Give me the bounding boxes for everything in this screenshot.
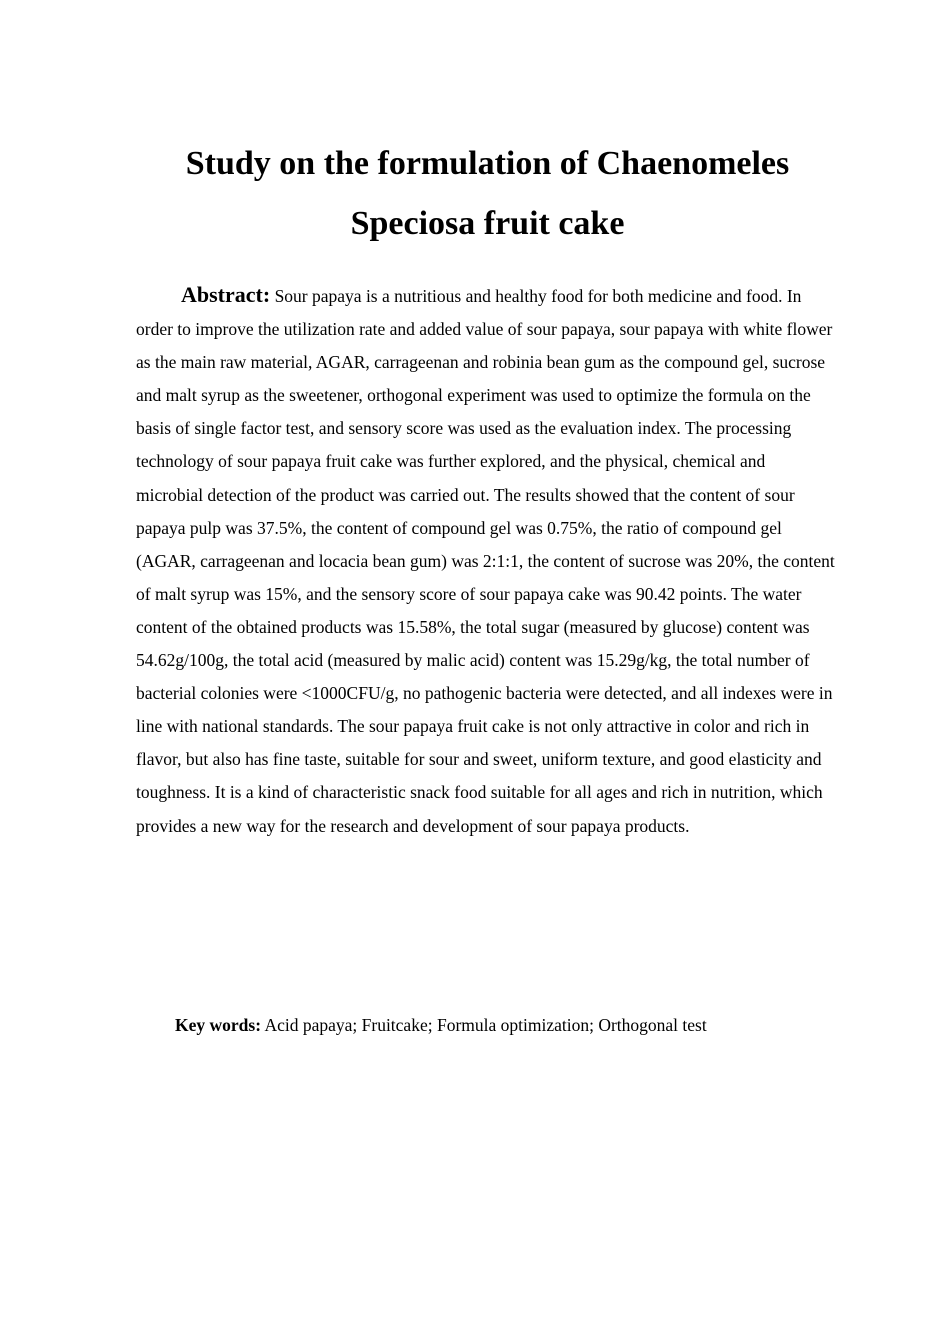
abstract-paragraph	[136, 278, 836, 843]
abstract-text: Sour papaya is a nutritious and healthy food for both medicine and food. In order to improve the utilization rate and added value of sour papaya, sour papaya with white flower as the main raw material, AGAR, carrageenan and robinia bean gum as the compound gel, sucrose and malt syrup as the sweetener, orthogonal experiment was used to optimize the formula on the basis of single factor test, and sensory score was used as the evaluation index. The processing technology of sour papaya fruit cake was further explored, and the physical, chemical and microbial detection of the product was carried out. The results showed that the content of sour papaya pulp was 37.5%, the content of compound gel was 0.75%, the ratio of compound gel (AGAR, carrageenan and locacia bean gum) was 2:1:1, the content of sucrose was 20%, the content of malt syrup was 15%, and the sensory score of sour papaya cake was 90.42 points. The water content of the obtained products was 15.58%, the total sugar (measured by glucose) content was 54.62g/100g, the total acid (measured by malic acid) content was 15.29g/kg, the total number of bacterial colonies were <1000CFU/g, no pathogenic bacteria were detected, and all indexes were in line with national standards. The sour papaya fruit cake is not only attractive in color and rich in flavor, but also has fine taste, suitable for sour and sweet, uniform texture, and good elasticity and toughness. It is a kind of characteristic snack food suitable for all ages and rich in nutrition, which provides a new way for the research and development of sour papaya products.	[136, 286, 835, 836]
paper-title	[120, 134, 855, 254]
keywords-line	[175, 1011, 835, 1039]
keywords-text: Acid papaya; Fruitcake; Formula optimization; Orthogonal test	[264, 1015, 707, 1035]
abstract-label: Abstract:	[181, 282, 271, 307]
paper-title-line-2: Speciosa fruit cake	[350, 205, 625, 242]
keywords-label: Key words:	[175, 1015, 262, 1035]
paper-title-line-1: Study on the formulation of Chaenomeles	[185, 145, 790, 182]
